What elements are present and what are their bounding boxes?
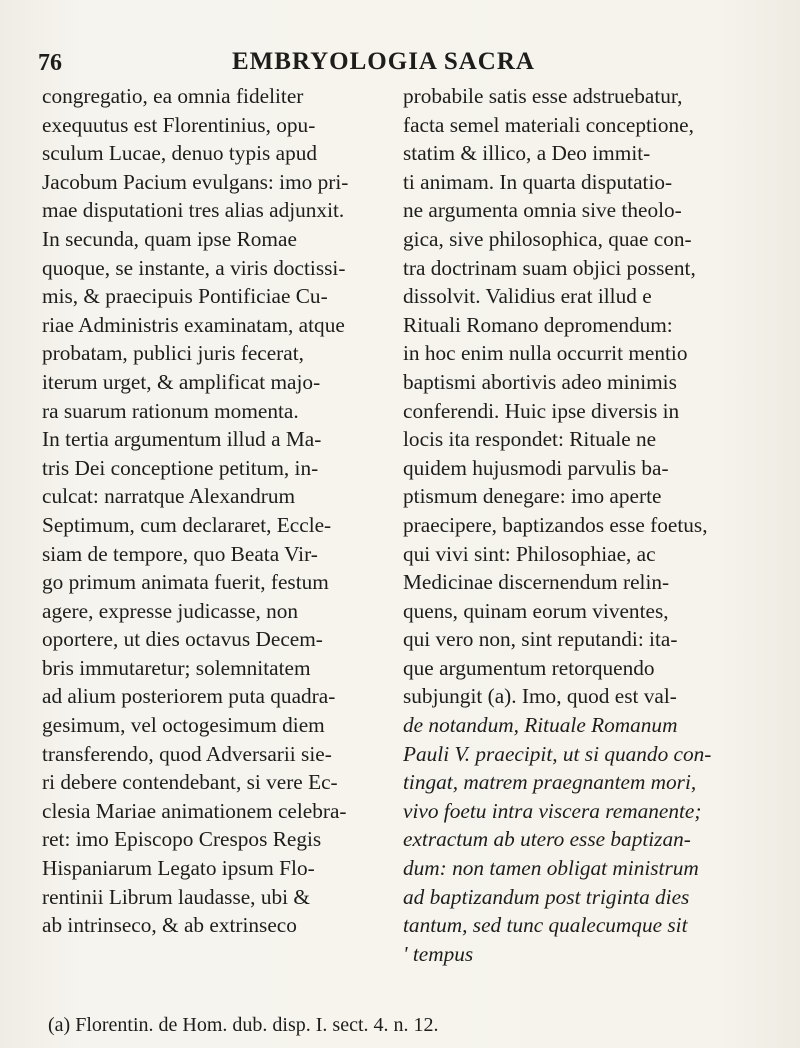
text-line: agere, expresse judicasse, non	[42, 598, 299, 623]
text-line: oportere, ut dies octavus Decem-	[42, 627, 323, 652]
text-line: exequutus est Florentinius, opu-	[42, 112, 316, 137]
text-line: Medicinae discernendum relin-	[403, 570, 670, 595]
text-line: clesia Mariae animationem celebra-	[42, 798, 347, 823]
text-line: tris Dei conceptione petitum, in-	[42, 455, 319, 480]
text-line: Hispaniarum Legato ipsum Flo-	[42, 856, 315, 881]
text-line: ab intrinseco, & ab extrinseco	[42, 913, 297, 938]
footnote: (a) Florentin. de Hom. dub. disp. I. sect. 4. n. 12.	[48, 1014, 439, 1036]
text-line: riae Administris examinatam, atque	[42, 312, 345, 337]
text-line: Pauli V. praecipit, ut si quando con-	[403, 741, 712, 766]
text-line: locis ita respondet: Rituale ne	[403, 427, 657, 452]
text-line: vivo foetu intra viscera remanente;	[403, 798, 702, 823]
text-line: transferendo, quod Adversarii sie-	[42, 741, 332, 766]
text-line: de notandum, Rituale Romanum	[403, 713, 678, 738]
text-line: mae disputationi tres alias adjunxit.	[42, 198, 345, 223]
text-line: ad alium posteriorem puta quadra-	[42, 684, 336, 709]
text-line: Rituali Romano depromendum:	[403, 312, 673, 337]
text-line: Septimum, cum declararet, Eccle-	[42, 512, 332, 537]
text-line: bris immutaretur; solemnitatem	[42, 655, 311, 680]
text-line: in hoc enim nulla occurrit mentio	[403, 341, 688, 366]
text-line: go primum animata fuerit, festum	[42, 570, 329, 595]
text-line: Jacobum Pacium evulgans: imo pri-	[42, 169, 349, 194]
running-title: EMBRYOLOGIA SACRA	[232, 48, 535, 75]
text-line: ra suarum rationum momenta.	[42, 398, 299, 423]
page-number: 76	[38, 50, 62, 76]
text-line: quens, quinam eorum viventes,	[403, 598, 669, 623]
text-line: ad baptizandum post triginta dies	[403, 884, 690, 909]
text-line: mis, & praecipuis Pontificiae Cu-	[42, 284, 328, 309]
text-line: que argumentum retorquendo	[403, 655, 655, 680]
text-line: baptismi abortivis adeo minimis	[403, 369, 677, 394]
text-line: quoque, se instante, a viris doctissi-	[42, 255, 346, 280]
text-line: tantum, sed tunc qualecumque sit	[403, 913, 688, 938]
text-line: sculum Lucae, denuo typis apud	[42, 141, 318, 166]
text-line: qui vivi sint: Philosophiae, ac	[403, 541, 656, 566]
text-line: gica, sive philosophica, quae con-	[403, 226, 692, 251]
text-line: ret: imo Episcopo Crespos Regis	[42, 827, 322, 852]
text-line: statim & illico, a Deo immit-	[403, 141, 651, 166]
text-line: subjungit (a). Imo, quod est val-	[403, 684, 677, 709]
left-text-column	[42, 82, 378, 940]
text-line: In secunda, quam ipse Romae	[42, 226, 297, 251]
text-line: siam de tempore, quo Beata Vir-	[42, 541, 318, 566]
text-line: rentinii Librum laudasse, ubi &	[42, 884, 310, 909]
text-line: ' tempus	[403, 941, 474, 966]
text-line: tra doctrinam suam objici possent,	[403, 255, 696, 280]
text-line: iterum urget, & amplificat majo-	[42, 369, 321, 394]
text-line: ri debere contendebant, si vere Ec-	[42, 770, 338, 795]
text-line: ti animam. In quarta disputatio-	[403, 169, 673, 194]
text-line: facta semel materiali conceptione,	[403, 112, 694, 137]
text-line: gesimum, vel octogesimum diem	[42, 713, 325, 738]
text-line: dum: non tamen obligat ministrum	[403, 856, 699, 881]
text-line: dissolvit. Validius erat illud e	[403, 284, 652, 309]
text-line: In tertia argumentum illud a Ma-	[42, 427, 322, 452]
text-line: tingat, matrem praegnantem mori,	[403, 770, 697, 795]
text-line: probatam, publici juris fecerat,	[42, 341, 304, 366]
text-line: extractum ab utero esse baptizan-	[403, 827, 691, 852]
right-text-column	[403, 82, 763, 968]
text-line: ptismum denegare: imo aperte	[403, 484, 662, 509]
text-line: conferendi. Huic ipse diversis in	[403, 398, 680, 423]
text-line: praecipere, baptizandos esse foetus,	[403, 512, 708, 537]
text-line: culcat: narratque Alexandrum	[42, 484, 296, 509]
text-line: quidem hujusmodi parvulis ba-	[403, 455, 669, 480]
text-line: probabile satis esse adstruebatur,	[403, 84, 683, 108]
text-line: ne argumenta omnia sive theolo-	[403, 198, 682, 223]
text-line: congregatio, ea omnia fideliter	[42, 84, 304, 108]
text-line: qui vero non, sint reputandi: ita-	[403, 627, 678, 652]
